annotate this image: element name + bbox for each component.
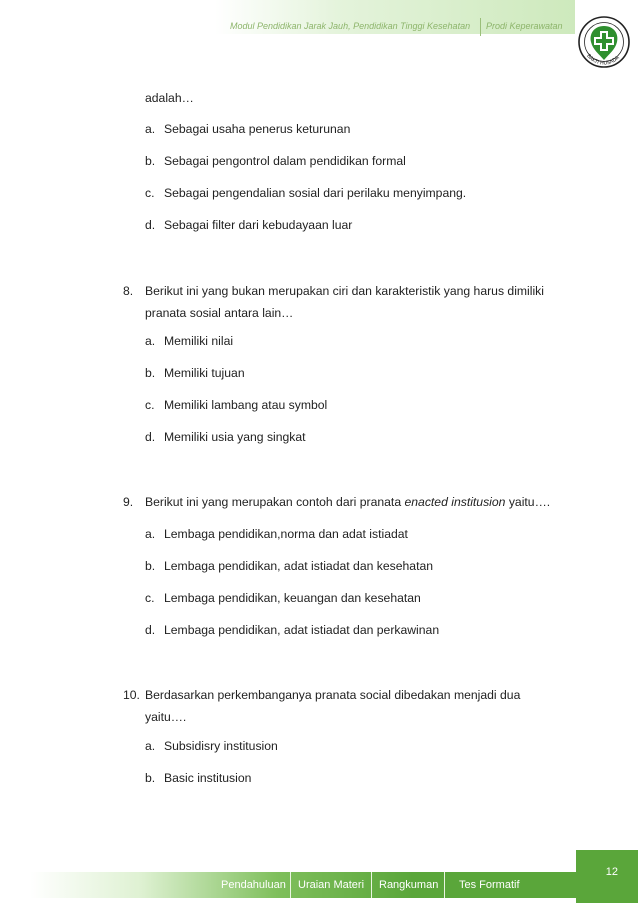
question-9-emphasis: enacted institusion [404, 495, 506, 509]
option-7a: a. Sebagai usaha penerus keturunan [145, 122, 351, 136]
nav-pendahuluan[interactable]: Pendahuluan [221, 879, 286, 891]
option-9b: b. Lembaga pendidikan, adat istiadat dan kesehatan [145, 559, 434, 573]
question-8-line-1: Berikut ini yang bukan merupakan ciri dan karakteristik yang harus dimiliki [145, 284, 544, 298]
question-8-number: 8. [123, 284, 134, 298]
option-7c: c. Sebagai pengendalian sosial dari perilaku menyimpang. [145, 186, 467, 200]
question-10-line-2: yaitu…. [145, 710, 187, 724]
nav-uraian-materi[interactable]: Uraian Materi [290, 872, 371, 898]
question-9-number: 9. [123, 495, 134, 509]
option-8c: c. Memiliki lambang atau symbol [145, 398, 328, 412]
question-9-line-1: Berikut ini yang merupakan contoh dari pranata enacted institusion yaitu…. [145, 495, 551, 509]
option-10b: b. Basic institusion [145, 771, 252, 785]
option-7b: b. Sebagai pengontrol dalam pendidikan formal [145, 154, 406, 168]
option-9d: d. Lembaga pendidikan, adat istiadat dan perkawinan [145, 623, 440, 637]
bakti-husada-logo-icon [576, 12, 632, 76]
question-10-number: 10. [123, 688, 140, 702]
option-9a: a. Lembaga pendidikan,norma dan adat istiadat [145, 527, 408, 541]
svg-text:BAKTI HUSADA: BAKTI HUSADA [585, 53, 621, 67]
nav-rangkuman[interactable]: Rangkuman [371, 872, 444, 898]
option-8a: a. Memiliki nilai [145, 334, 234, 348]
nav-tes-formatif[interactable]: Tes Formatif [444, 872, 532, 898]
question-8-line-2: pranata sosial antara lain… [145, 306, 294, 320]
option-10a: a. Subsidisry institusion [145, 739, 278, 753]
option-8d: d. Memiliki usia yang singkat [145, 430, 306, 444]
option-9c: c. Lembaga pendidikan, keuangan dan kesehatan [145, 591, 421, 605]
module-title: Modul Pendidikan Jarak Jauh, Pendidikan Tinggi Kesehatan [230, 21, 471, 31]
option-8b: b. Memiliki tujuan [145, 366, 245, 380]
option-7d: d. Sebagai filter dari kebudayaan luar [145, 218, 353, 232]
footer-nav [214, 872, 532, 898]
question-stem-tail: adalah… [145, 91, 194, 105]
header-separator [480, 18, 481, 36]
question-10-line-1: Berdasarkan perkembanganya pranata social dibedakan menjadi dua [145, 688, 521, 702]
program-name: Prodi Keperawatan [486, 21, 563, 31]
page-number: 12 [605, 866, 618, 878]
